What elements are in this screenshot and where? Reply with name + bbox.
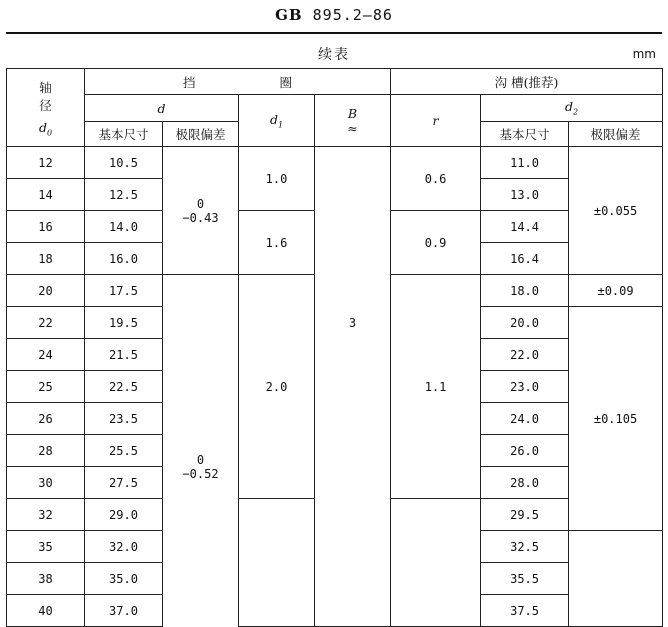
d2-basic-size-header: 基本尺寸 bbox=[481, 122, 569, 147]
cell-d2: 32.5 bbox=[481, 531, 569, 563]
d-basic-size-header: 基本尺寸 bbox=[85, 122, 163, 147]
cell-d-tolerance: 0 −0.52 bbox=[163, 307, 239, 627]
d-limit-dev-header: 极限偏差 bbox=[163, 122, 239, 147]
cell-d: 29.0 bbox=[85, 499, 163, 531]
cell-d: 19.5 bbox=[85, 307, 163, 339]
cell-d0: 14 bbox=[7, 179, 85, 211]
header-row-1 bbox=[7, 69, 663, 95]
cell-d: 25.5 bbox=[85, 435, 163, 467]
cell-d: 22.5 bbox=[85, 371, 163, 403]
cell-d2: 14.4 bbox=[481, 211, 569, 243]
cell-d0: 32 bbox=[7, 499, 85, 531]
d1-header: $d_1$ bbox=[239, 95, 315, 147]
cell-d2: 18.0 bbox=[481, 275, 569, 307]
cell-d2: 13.0 bbox=[481, 179, 569, 211]
cell-r-empty bbox=[391, 499, 481, 627]
table-row bbox=[7, 147, 663, 179]
cell-r: 0.6 bbox=[391, 147, 481, 211]
cell-d0: 24 bbox=[7, 339, 85, 371]
cell-d2-tolerance: ±0.09 bbox=[569, 275, 663, 307]
unit-label: mm bbox=[632, 47, 656, 61]
cell-r: 1.1 bbox=[391, 275, 481, 499]
standard-number: 895.2—86 bbox=[312, 6, 393, 24]
cell-d0: 18 bbox=[7, 243, 85, 275]
cell-d0: 26 bbox=[7, 403, 85, 435]
shaft-symbol: $d_0$ bbox=[38, 119, 53, 138]
B-header: B ≈ bbox=[315, 95, 391, 147]
cell-d: 14.0 bbox=[85, 211, 163, 243]
cell-d-tolerance: 0 −0.43 bbox=[163, 147, 239, 275]
cell-d2: 24.0 bbox=[481, 403, 569, 435]
cell-d2: 23.0 bbox=[481, 371, 569, 403]
shaft-label: 轴 径 bbox=[39, 79, 74, 113]
cell-B: 3 bbox=[315, 147, 391, 499]
cell-d: 35.0 bbox=[85, 563, 163, 595]
cell-d0: 25 bbox=[7, 371, 85, 403]
cell-d: 23.5 bbox=[85, 403, 163, 435]
groove-header: 沟 槽(推荐) bbox=[391, 69, 663, 95]
cell-d0: 30 bbox=[7, 467, 85, 499]
cell-d2: 37.5 bbox=[481, 595, 569, 627]
cell-d2: 29.5 bbox=[481, 499, 569, 531]
cell-d2-tolerance-empty bbox=[569, 531, 663, 627]
cell-d2: 26.0 bbox=[481, 435, 569, 467]
r-header: r bbox=[391, 95, 481, 147]
cell-d: 27.5 bbox=[85, 467, 163, 499]
cell-d-tolerance-empty bbox=[163, 275, 239, 307]
header-row-2 bbox=[7, 95, 663, 122]
cell-d2: 16.4 bbox=[481, 243, 569, 275]
retainer-header: 挡 圈 bbox=[85, 69, 391, 95]
cell-d1-empty bbox=[239, 499, 315, 627]
cell-d0: 22 bbox=[7, 307, 85, 339]
cell-B-empty bbox=[315, 499, 391, 627]
cell-d: 37.0 bbox=[85, 595, 163, 627]
shaft-diameter-header bbox=[7, 69, 85, 147]
cell-d2: 20.0 bbox=[481, 307, 569, 339]
cell-d1: 2.0 bbox=[239, 275, 315, 499]
d-header: d bbox=[85, 95, 239, 122]
cell-d: 16.0 bbox=[85, 243, 163, 275]
cell-d2-tolerance: ±0.055 bbox=[569, 147, 663, 275]
continued-label: 续表 bbox=[318, 47, 350, 63]
standard-title bbox=[0, 6, 668, 24]
standard-prefix: GB bbox=[275, 6, 303, 24]
cell-d0: 20 bbox=[7, 275, 85, 307]
cell-d0: 35 bbox=[7, 531, 85, 563]
cell-d2-tolerance: ±0.105 bbox=[569, 307, 663, 531]
cell-d: 32.0 bbox=[85, 531, 163, 563]
d2-header: $d_2$ bbox=[481, 95, 663, 122]
cell-r: 0.9 bbox=[391, 211, 481, 275]
cell-d0: 16 bbox=[7, 211, 85, 243]
cell-d1: 1.0 bbox=[239, 147, 315, 211]
cell-d2: 35.5 bbox=[481, 563, 569, 595]
spec-table bbox=[6, 68, 663, 627]
cell-d2: 22.0 bbox=[481, 339, 569, 371]
cell-d0: 12 bbox=[7, 147, 85, 179]
cell-d2: 28.0 bbox=[481, 467, 569, 499]
cell-d1: 1.6 bbox=[239, 211, 315, 275]
cell-d0: 38 bbox=[7, 563, 85, 595]
cell-d: 17.5 bbox=[85, 275, 163, 307]
table-row bbox=[7, 499, 663, 531]
cell-d: 10.5 bbox=[85, 147, 163, 179]
cell-d: 12.5 bbox=[85, 179, 163, 211]
cell-d2: 11.0 bbox=[481, 147, 569, 179]
header-rule bbox=[6, 32, 662, 34]
d2-limit-dev-header: 极限偏差 bbox=[569, 122, 663, 147]
cell-d0: 28 bbox=[7, 435, 85, 467]
cell-d: 21.5 bbox=[85, 339, 163, 371]
cell-d0: 40 bbox=[7, 595, 85, 627]
